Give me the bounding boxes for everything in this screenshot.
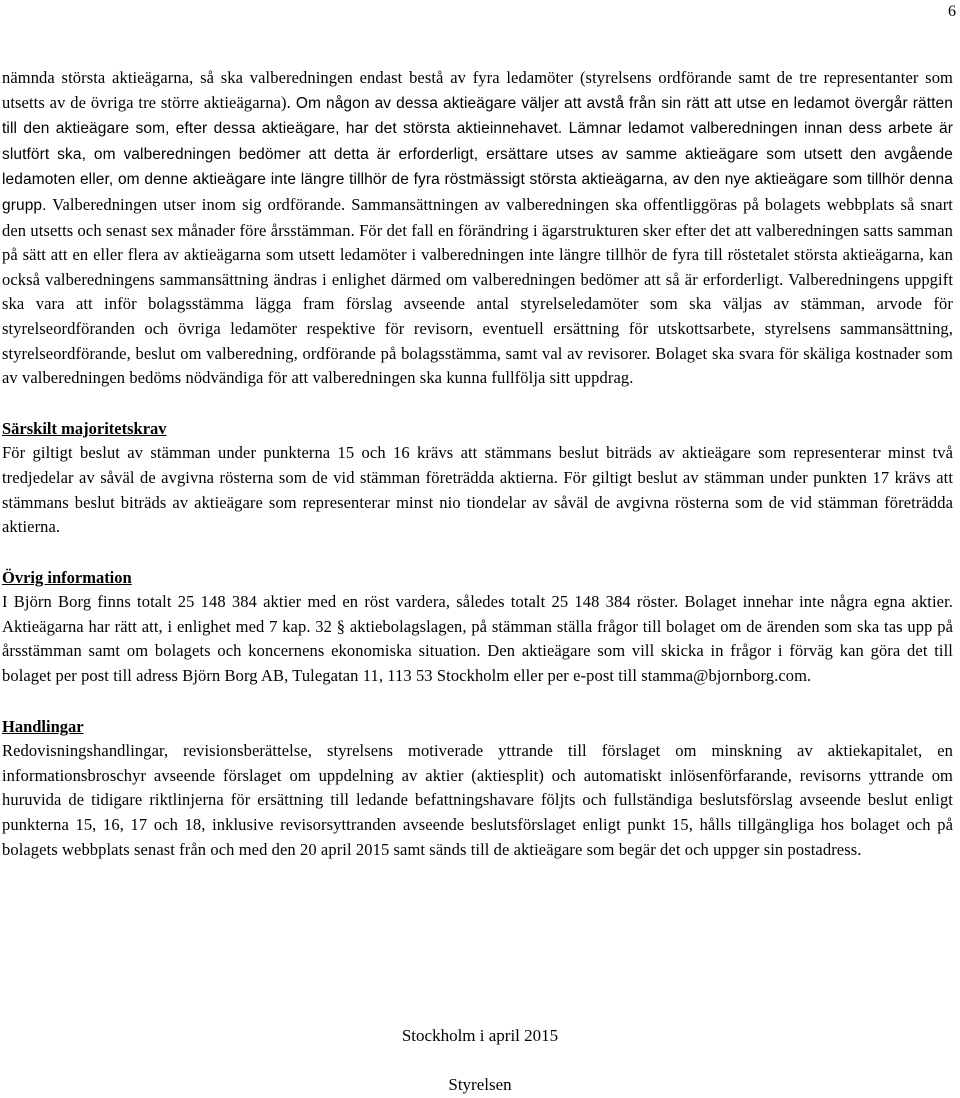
document-body — [2, 66, 953, 862]
section-heading-other-info: Övrig information — [2, 567, 132, 587]
section-heading-documents: Handlingar — [2, 716, 84, 736]
other-info-paragraph: I Björn Borg finns totalt 25 148 384 aktier med en röst vardera, således totalt 25 148 384 röster. Bolaget innehar inte några egna aktier. Aktieägarna har rätt att, i enlighet med 7 kap. 32 § aktiebolagslagen, på stämman ställa frågor till bolaget om de ärenden som ska tas upp på årsstämman samt om bolagets och koncernens ekonomiska situation. Den aktieägare som vill skicka in frågor i förväg kan göra det till bolaget per post till adress Björn Borg AB, Tulegatan 11, 113 53 Stockholm eller per e-post till stamma@bjornborg.com. — [2, 592, 953, 686]
documents-paragraph: Redovisningshandlingar, revisionsberättelse, styrelsens motiverade yttrande till förslaget om minskning av aktiekapitalet, en informationsbroschyr avseende förslaget om uppdelning av aktier (aktiesplit) och automatiskt inlösenförfarande, revisorns yttrande om huruvida de tidigare riktlinjerna för ersättning till ledande befattningshavare följts och fullständiga beslutsförslag avseende beslut enligt punkterna 15, 16, 17 och 18, inklusive revisorsyttranden avseende beslutsförslaget enligt punkt 15, hålls tillgängliga hos bolaget och på bolagets webbplats senast från och med den 20 april 2015 samt sänds till de aktieägare som begär det och uppger sin postadress. — [2, 741, 953, 859]
paragraph-text-sans: Om någon av dessa aktieägare väljer att avstå från sin rätt att utse en ledamot övergår rätten till den aktieägare som, efter dessa aktieägare, har det största aktieinnehavet. Lämnar ledamot valberedningen innan dess arbete är slutfört ska, om valberedningen bedömer att detta är erforderligt, ersättare utses av samme aktieägare som utsett den avgående ledamoten eller, om denne aktieägare inte längre tillhör de fyra röstmässigt största aktieägarna, av den nye aktieägare som tillhör denna grupp. — [2, 94, 953, 214]
section-heading-majority: Särskilt majoritetskrav — [2, 418, 167, 438]
majority-paragraph: För giltigt beslut av stämman under punkterna 15 och 16 krävs att stämmans beslut biträds av aktieägare som representerar minst två tredjedelar av såväl de avgivna rösterna som de vid stämman företrädda aktierna. För giltigt beslut av stämman under punkten 17 krävs att stämmans beslut biträds av aktieägare som representerar minst nio tiondelar av såväl de avgivna rösterna som de vid stämman företrädda aktierna. — [2, 443, 953, 537]
closing-signature: Styrelsen — [448, 1075, 512, 1094]
page-number: 6 — [948, 3, 956, 20]
nomination-committee-paragraph — [2, 66, 953, 391]
closing-place-date: Stockholm i april 2015 — [401, 1026, 559, 1045]
paragraph-text-serif: nämnda största aktieägarna, så ska valberedningen endast bestå av fyra ledamöter (styrelsens ordförande samt de tre representanter som utsetts av de övriga tre större aktieägarna). — [2, 68, 953, 112]
paragraph-text-serif: Valberedningen utser inom sig ordförande. Sammansättningen av valberedningen ska offentliggöras på bolagets webbplats så snart den utsetts och senast sex månader före årsstämman. För det fall en förändring i ägarstrukturen sker efter det att valberedningen satts samman på sätt att en eller flera av aktieägarna som utsett ledamöter i valberedningen inte längre tillhör de fyra till röstetalet största aktieägarna, kan också valberedningens sammansättning ändras i enlighet därmed om valberedningen bedömer att så är erforderligt. Valberedningens uppgift ska vara att inför bolagsstämma lägga fram förslag avseende antal styrelseledamöter som ska väljas av stämman, arvode för styrelseordföranden och övriga ledamöter respektive för revisorn, eventuell ersättning för utskottsarbete, styrelsens sammansättning, styrelseordförande, beslut om valberedning, ordförande på bolagsstämma, samt val av revisorer. Bolaget ska svara för skäliga kostnader som av valberedningen bedöms nödvändiga för att valberedningen ska kunna fullfölja sitt uppdrag. — [2, 194, 953, 388]
